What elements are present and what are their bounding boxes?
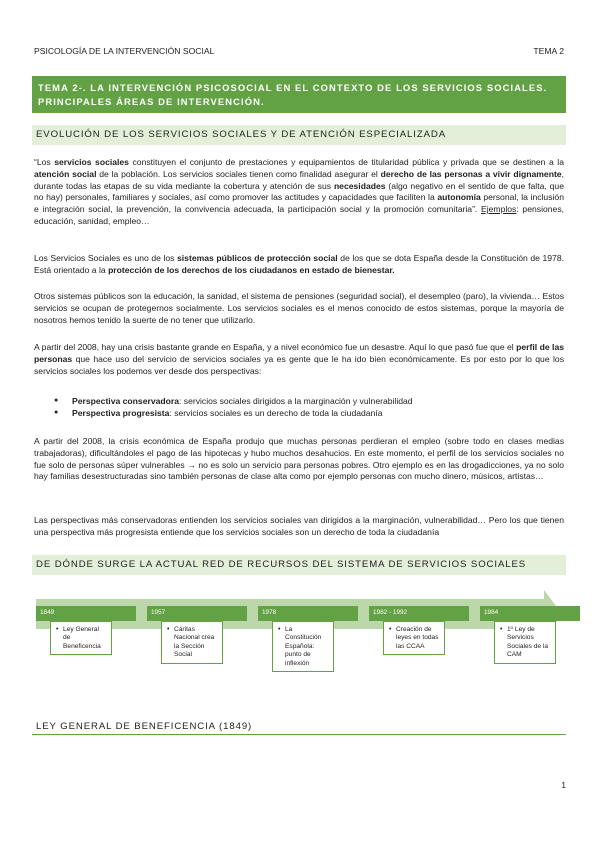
text-run: : pensiones, educación, sanidad, empleo… (34, 204, 564, 226)
bold-term: Perspectiva progresista (72, 408, 170, 418)
bold-term: perfil de las personas (34, 342, 565, 364)
timeline-item-1978 (258, 606, 358, 672)
bold-term: atención social (34, 168, 97, 179)
bold-term: sistemas públicos de protección social (177, 253, 338, 263)
text-run: A partir del 2008, hay una crisis bastante grande en España, y a nivel económico fue un desastre. Aquí lo que pasó fue que el (34, 342, 517, 352)
list-item (34, 395, 564, 407)
text-run: : servicios sociales dirigidos a la marginación y vulnerabilidad (179, 396, 413, 406)
timeline-event: • Cáritas Nacional crea la Sección Social (161, 621, 223, 664)
running-header-chapter: TEMA 2 (533, 46, 564, 56)
timeline-event: • La Constitución Española: punto de inflexión (272, 621, 334, 672)
text-run: de los que se dota España desde la Constitución de 1978. Está orientado a la (34, 253, 564, 275)
text-run: (algo negativo en el sentido de que falta, que no hay) personales, familiares y sociales, así como promover las actitudes y capacidades que faciliten la (34, 180, 564, 203)
chapter-title-line-1: TEMA 2-. LA INTERVENCIÓN PSICOSOCIAL EN EL CONTEXTO DE LOS SERVICIOS SOCIALES. (38, 82, 548, 93)
section-heading-beneficencia: LEY GENERAL DE BENEFICENCIA (1849) (32, 717, 566, 735)
text-run: constituyen el conjunto de prestaciones y equipamientos de titularidad pública y privada que se destinen a la (128, 157, 564, 167)
underlined-term: Ejemplos (481, 204, 517, 215)
timeline-year: 1957 (147, 606, 247, 621)
timeline-item-1982-1992 (369, 606, 469, 655)
bold-term: autonomía (437, 192, 481, 203)
text-run: que hace uso del servicio de servicios sociales ya es gente que le ha ido bien económicamente. Es por esto por lo que los servicios sociales los podemos ver desde dos perspectivas: (34, 353, 564, 376)
section-heading-evolucion: EVOLUCIÓN DE LOS SERVICIOS SOCIALES Y DE ATENCIÓN ESPECIALIZADA (32, 125, 566, 145)
text-run: “Los (34, 157, 55, 167)
paragraph-crisis-2008 (34, 342, 564, 377)
text-run: Los Servicios Sociales es uno de los (34, 253, 178, 263)
chapter-title-line-2: PRINCIPALES ÁREAS DE INTERVENCIÓN. (38, 96, 265, 107)
paragraph-sistema-publico (34, 253, 564, 277)
list-item (34, 407, 564, 419)
timeline-year: 1849 (36, 606, 136, 621)
paragraph-perspectivas: Las perspectivas más conservadoras entienden los servicios sociales van dirigidos a la marginación, vulnerabilidad… Pero los que tienen una perspectiva más progresista entiende que los servicios sociales son un derecho de toda la ciudadanía (34, 515, 564, 537)
text-run: de la población. Los servicios sociales tienen como finalidad asegurar el (96, 168, 381, 179)
timeline-item-1984 (480, 606, 580, 664)
paragraph-definicion (34, 157, 564, 228)
bold-term: Perspectiva conservadora (72, 396, 180, 406)
bold-term: servicios sociales (54, 157, 129, 167)
text-run: , durante todas las etapas de su vida mediante la cobertura y atención de sus (34, 168, 564, 191)
text-run: personal, la inclusión e integración social, la prevención, la convivencia adecuada, la participación social y la promoción comunitaria”. (34, 192, 564, 215)
timeline-item-1849 (36, 606, 136, 655)
bold-term: necesidades (333, 180, 386, 191)
paragraph-crisis-efectos: A partir del 2008, la crisis económica de España produjo que muchas personas perdieran el empleo (sobre todo en clases medias trabajadoras), dificultándoles el pago de las hipotecas y hubo muchos desahucios. En este momento, el perfil de los servicios sociales no fue solo de personas súper vulnerables → no es solo un servicio para personas pobres. Otro ejemplo es en las drogadicciones, ya no solo hay familias desestructuradas sino también personas de clase alta como por ejemplo personas con mucho dinero, músicos, artistas… (34, 436, 564, 482)
timeline-event: • Ley General de Beneficencia (50, 621, 112, 655)
section-heading-red-recursos: DE DÓNDE SURGE LA ACTUAL RED DE RECURSOS DEL SISTEMA DE SERVICIOS SOCIALES (32, 555, 566, 575)
timeline-event: • Creación de leyes en todas las CCAA (383, 621, 445, 655)
timeline-event: • 1º Ley de Servicios Sociales de la CAM (494, 621, 556, 664)
running-header-title: PSICOLOGÍA DE LA INTERVENCIÓN SOCIAL (34, 46, 215, 56)
timeline-year: 1978 (258, 606, 358, 621)
text-run: : servicios sociales es un derecho de toda la ciudadanía (169, 408, 383, 418)
timeline-item-1957 (147, 606, 247, 664)
timeline-year: 1984 (480, 606, 580, 621)
bold-term: protección de los derechos de los ciudadanos en estado de bienestar. (108, 264, 395, 275)
page-number: 1 (561, 780, 566, 790)
bold-term: derecho de las personas a vivir dignamente (380, 168, 562, 179)
perspectives-list (34, 395, 564, 419)
timeline-year: 1982 - 1992 (369, 606, 469, 621)
chapter-title-banner (32, 76, 566, 113)
paragraph-otros-sistemas: Otros sistemas públicos son la educación, la sanidad, el sistema de pensiones (seguridad social), el desempleo (paro), la vivienda… Estos servicios se ocupan de protegernos socialmente. Los servicios sociales es el menos conocido de estos sistemas, porque la mayoría de nosotros hemos tenido la suerte de no tener que utilizarlo. (34, 291, 564, 325)
